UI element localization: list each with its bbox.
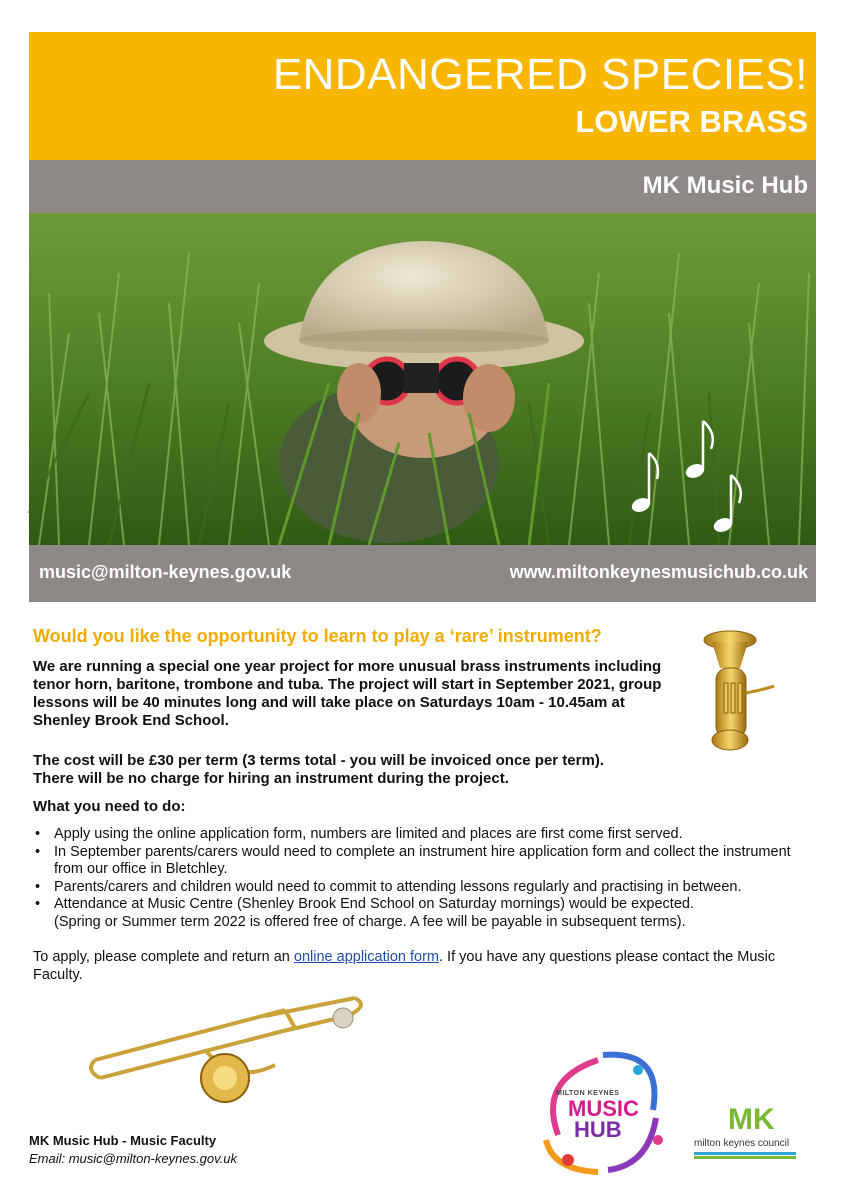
apply-prefix: To apply, please complete and return an [33,949,294,965]
page-subtitle: LOWER BRASS [575,104,808,139]
todo-heading: What you need to do: [33,798,186,815]
hire-line: There will be no charge for hiring an instrument during the project. [33,770,509,787]
council-name: milton keynes council [694,1138,790,1149]
page-title: ENDANGERED SPECIES! [272,50,808,99]
apply-suffix: . If you have any questions please contact the Music Faculty. [33,949,776,983]
trombone-image [85,990,385,1110]
hub-logo-music: MUSIC [568,1096,639,1121]
online-application-link[interactable]: online application form [293,949,439,965]
fee-note: (Spring or Summer term 2022 is offered free of charge. A fee will be payable in subsequent terms). [54,913,686,930]
hub-logo-small-text: MILTON KEYNES [556,1090,620,1097]
list-item: • In September parents/carers would need to complete an instrument hire application form and collect the instrument from our office in Bletchley. [33,844,823,879]
contact-bar [29,545,816,602]
intro-paragraph: We are running a special one year project for more unusual brass instruments including tenor horn, baritone, trombone and tuba. The project will start in September 2021, group lessons will be 40 minutes long and will take place on Saturdays 10am - 10.45am at Shenley Brook End School. [33,658,662,729]
list-item: • Attendance at Music Centre (Shenley Brook End School on Saturday mornings) would be expected. [33,896,823,914]
contact-email[interactable]: music@milton-keynes.gov.uk [39,562,292,582]
hub-bar [29,160,816,213]
title-banner [29,32,816,160]
photo-explorer-in-grass [29,213,816,545]
milton-keynes-council-logo [692,1095,797,1165]
question-heading: Would you like the opportunity to learn to play a ‘rare’ instrument? [33,626,602,646]
mk-music-hub-logo [528,1040,678,1180]
council-stripe-green [694,1156,796,1159]
list-item: • Parents/carers and children would need to commit to attending lessons regularly and practising in between. [33,879,823,897]
requirements-list [33,826,823,931]
svg-text:MK: MK [728,1103,775,1136]
footer-name: MK Music Hub - Music Faculty [29,1133,217,1148]
cost-paragraph [33,752,733,788]
footer-email: Email: music@milton-keynes.gov.uk [29,1151,238,1166]
list-item: • Apply using the online application form, numbers are limited and places are first come first served. [33,826,823,844]
hub-name: MK Music Hub [642,172,808,199]
council-stripe-blue [694,1152,796,1155]
apply-paragraph [33,948,823,984]
contact-website[interactable]: www.miltonkeynesmusichub.co.uk [509,562,808,582]
tuba-image [690,628,785,758]
hub-logo-hub: HUB [574,1117,622,1142]
cost-line: The cost will be £30 per term (3 terms total - you will be invoiced once per term). [33,752,604,769]
